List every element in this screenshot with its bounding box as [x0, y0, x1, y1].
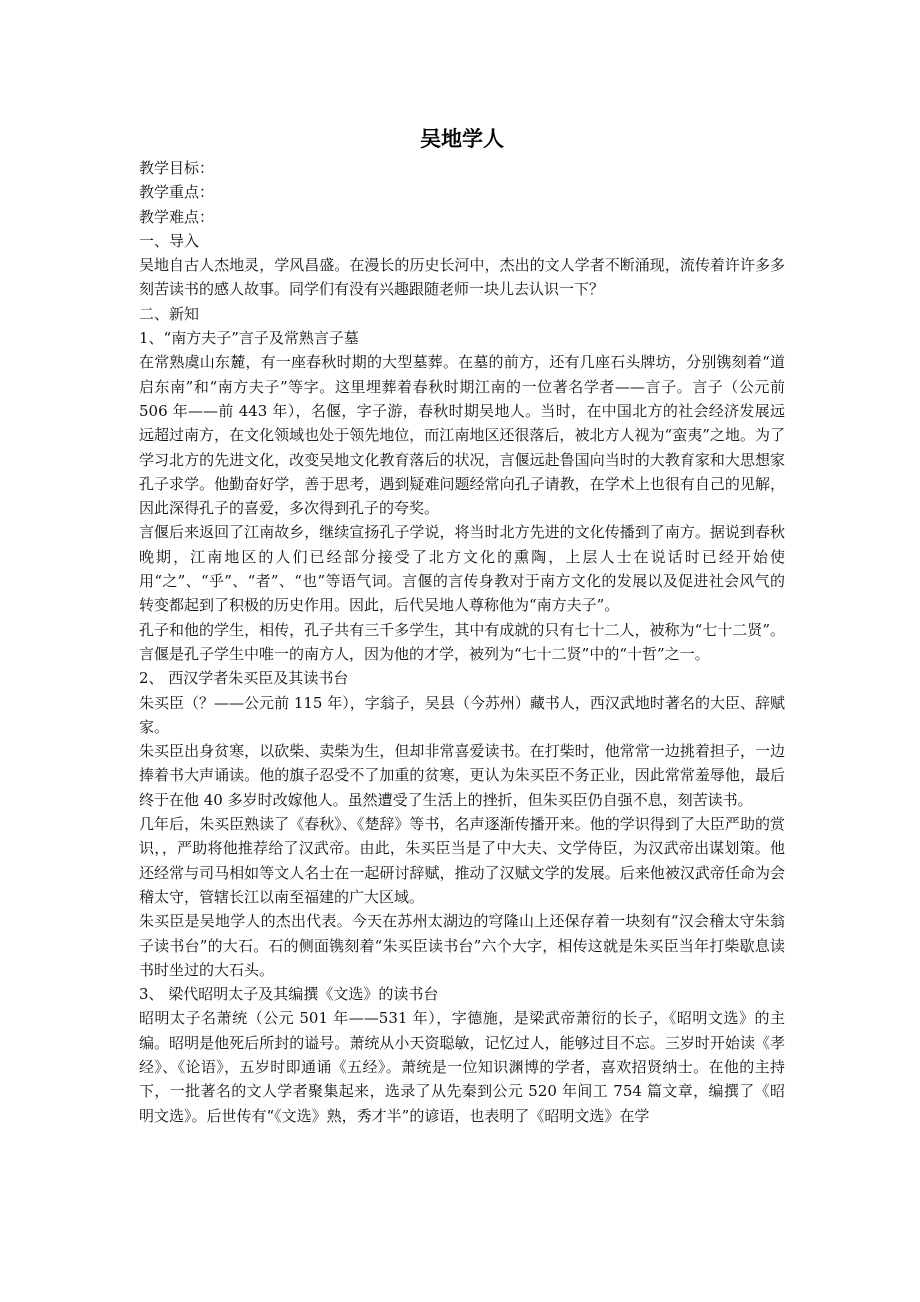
- teaching-focus-label: 教学重点：: [139, 183, 215, 202]
- section-heading-intro: 一、导入: [139, 231, 200, 250]
- teaching-goal-label: 教学目标：: [139, 159, 215, 177]
- subsection-heading-1: 1、“南方夫子”言子及常熟言子墓: [139, 329, 359, 348]
- document-page: [139, 120, 785, 1128]
- intro-paragraph: 吴地自古人杰地灵，学风昌盛。在漫长的历史长河中，杰出的文人学者不断涌现，流传着许许多多刻苦读书的感人故事。同学们有没有兴趣跟随老师一块儿去认识一下？: [139, 256, 785, 299]
- teaching-difficulty-label: 教学难点：: [139, 207, 215, 226]
- paragraph: 在常熟虞山东麓，有一座春秋时期的大型墓葬。在墓的前方，还有几座石头牌坊，分别镌刻着“道启东南”和“南方夫子”等字。这里埋葬着春秋时期江南的一位著名学者——言子。言子（公元前 506 年——前 443 年），名偃，字子游，春秋时期吴地人。当时，在中国北方的社会经济发展远远超过南方，在文化领域也处于领先地位，而江南地区还很落后，被北方人视为“蛮夷”之地。为了学习北方的先进文化，改变吴地文化教育落后的状况，言偃远赴鲁国向当时的大教育家和大思想家孔子求学。他勤奋好学，善于思考，遇到疑难问题经常向孔子请教，在学术上也很有自己的见解，因此深得孔子的喜爱，多次得到孔子的夸奖。: [139, 353, 785, 518]
- paragraph: 言偃后来返回了江南故乡，继续宣扬孔子学说，将当时北方先进的文化传播到了南方。据说到春秋晚期，江南地区的人们已经部分接受了北方文化的熏陶，上层人士在说话时已经开始使用“之”、“乎”、“者”、“也”等语气词。言偃的言传身教对于南方文化的发展以及促进社会风气的转变都起到了积极的历史作用。因此，后代吴地人尊称他为“南方夫子”。: [139, 523, 785, 615]
- subsection-heading-2: 2、 西汉学者朱买臣及其读书台: [139, 669, 349, 688]
- subsection-heading-3: 3、 梁代昭明太子及其编撰《文选》的读书台: [139, 985, 439, 1004]
- document-title: 吴地学人: [420, 127, 504, 151]
- paragraph: 朱买臣是吴地学人的杰出代表。今天在苏州太湖边的穹隆山上还保存着一块刻有“汉会稽太守朱翁子读书台”的大石。石的侧面镌刻着“朱买臣读书台”六个大字，相传这就是朱买臣当年打柴歇息读书时坐过的大石头。: [139, 912, 785, 979]
- paragraph: 孔子和他的学生，相传，孔子共有三千多学生，其中有成就的只有七十二人，被称为“七十二贤”。言偃是孔子学生中唯一的南方人，因为他的才学，被列为“七十二贤”中的“十哲”之一。: [139, 620, 785, 663]
- paragraph: 几年后，朱买臣熟读了《春秋》、《楚辞》等书，名声逐渐传播开来。他的学识得到了大臣严助的赏识，，严助将他推荐给了汉武帝。由此，朱买臣当是了中大夫、文学侍臣，为汉武帝出谋划策。他还经常与司马相如等文人名士在一起研讨辞赋，推动了汉赋文学的发展。后来他被汉武帝任命为会稽太守，管辖长江以南至福建的广大区域。: [139, 815, 785, 906]
- paragraph: 朱买臣（？——公元前 115 年），字翁子，吴县（今苏州）藏书人，西汉武地时著名的大臣、辞赋家。: [139, 693, 785, 736]
- paragraph: 昭明太子名萧统（公元 501 年——531 年），字德施，是梁武帝萧衍的长子，《昭明文选》的主编。昭明是他死后所封的谥号。萧统从小天资聪敏，记忆过人，能够过目不忘。三岁时开始读《孝经》、《论语》，五岁时即通诵《五经》。萧统是一位知识渊博的学者，喜欢招贤纳士。在他的主持下，一批著名的文人学者聚集起来，选录了从先秦到公元 520 年间工 754 篇文章，编撰了《昭明文选》。后世传有“《文选》熟，秀才半”的谚语，也表明了《昭明文选》在学: [139, 1009, 785, 1125]
- paragraph: 朱买臣出身贫寒，以砍柴、卖柴为生，但却非常喜爱读书。在打柴时，他常常一边挑着担子，一边捧着书大声诵读。他的旗子忍受不了加重的贫寒，更认为朱买臣不务正业，因此常常羞辱他，最后终于在他 40 多岁时改嫁他人。虽然遭受了生活上的挫折，但朱买臣仍自强不息，刻苦读书。: [139, 742, 785, 809]
- section-heading-new: 二、新知: [139, 304, 200, 323]
